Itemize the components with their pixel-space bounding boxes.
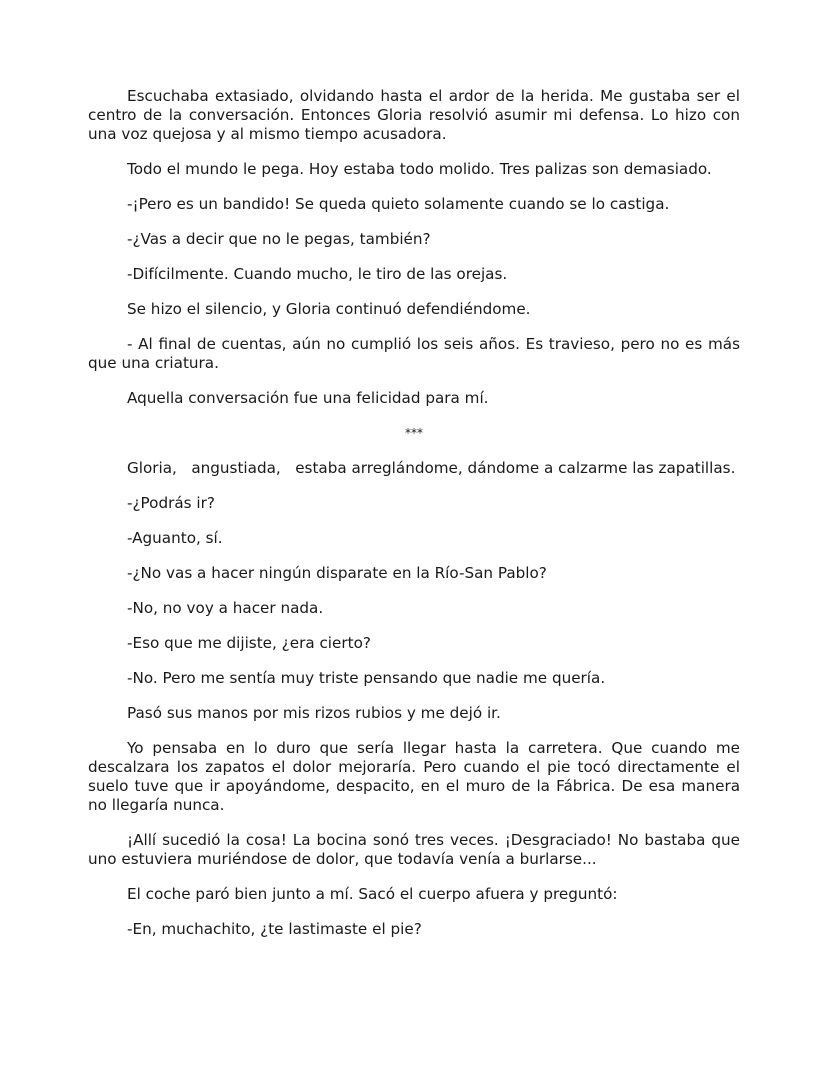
paragraph: Escuchaba extasiado, olvidando hasta el ardor de la herida. Me gustaba ser el centro de la conversación. Entonces Gloria resolvió asumir mi defensa. Lo hizo con una voz quejosa y al mismo tiempo acusadora. xyxy=(88,87,740,143)
dialogue-line: -No, no voy a hacer nada. xyxy=(127,599,324,617)
paragraph: El coche paró bien junto a mí. Sacó el cuerpo afuera y preguntó: xyxy=(127,885,618,903)
dialogue-line: -¿Podrás ir? xyxy=(127,494,215,512)
paragraph: Aquella conversación fue una felicidad para mí. xyxy=(127,389,489,407)
paragraph: Gloria, angustiada, estaba arreglándome, dándome a calzarme las zapatillas. xyxy=(127,459,736,477)
dialogue-line: -En, muchachito, ¿te lastimaste el pie? xyxy=(127,920,422,938)
paragraph: Todo el mundo le pega. Hoy estaba todo molido. Tres palizas son demasiado. xyxy=(127,160,712,178)
dialogue-line: - Al final de cuentas, aún no cumplió los seis años. Es travieso, pero no es más que una criatura. xyxy=(88,335,740,372)
document-page xyxy=(88,87,740,955)
dialogue-line: -No. Pero me sentía muy triste pensando que nadie me quería. xyxy=(127,669,606,687)
dialogue-line: -¡Pero es un bandido! Se queda quieto solamente cuando se lo castiga. xyxy=(127,195,670,213)
dialogue-line: -Aguanto, sí. xyxy=(127,529,223,547)
dialogue-line: -Difícilmente. Cuando mucho, le tiro de las orejas. xyxy=(127,265,508,283)
dialogue-line: -Eso que me dijiste, ¿era cierto? xyxy=(127,634,371,652)
paragraph: Yo pensaba en lo duro que sería llegar hasta la carretera. Que cuando me descalzara los zapatos el dolor mejoraría. Pero cuando el pie tocó directamente el suelo tuve que ir apoyándome, despacito, en el muro de la Fábrica. De esa manera no llegaría nunca. xyxy=(88,739,740,814)
dialogue-line: -¿Vas a decir que no le pegas, también? xyxy=(127,230,431,248)
paragraph: Se hizo el silencio, y Gloria continuó defendiéndome. xyxy=(127,300,531,318)
dialogue-line: -¿No vas a hacer ningún disparate en la Río-San Pablo? xyxy=(127,564,547,582)
paragraph: ¡Allí sucedió la cosa! La bocina sonó tres veces. ¡Desgraciado! No bastaba que uno estuviera muriéndose de dolor, que todavía venía a burlarse... xyxy=(88,831,740,868)
section-separator: *** xyxy=(405,426,423,440)
paragraph: Pasó sus manos por mis rizos rubios y me dejó ir. xyxy=(127,704,501,722)
